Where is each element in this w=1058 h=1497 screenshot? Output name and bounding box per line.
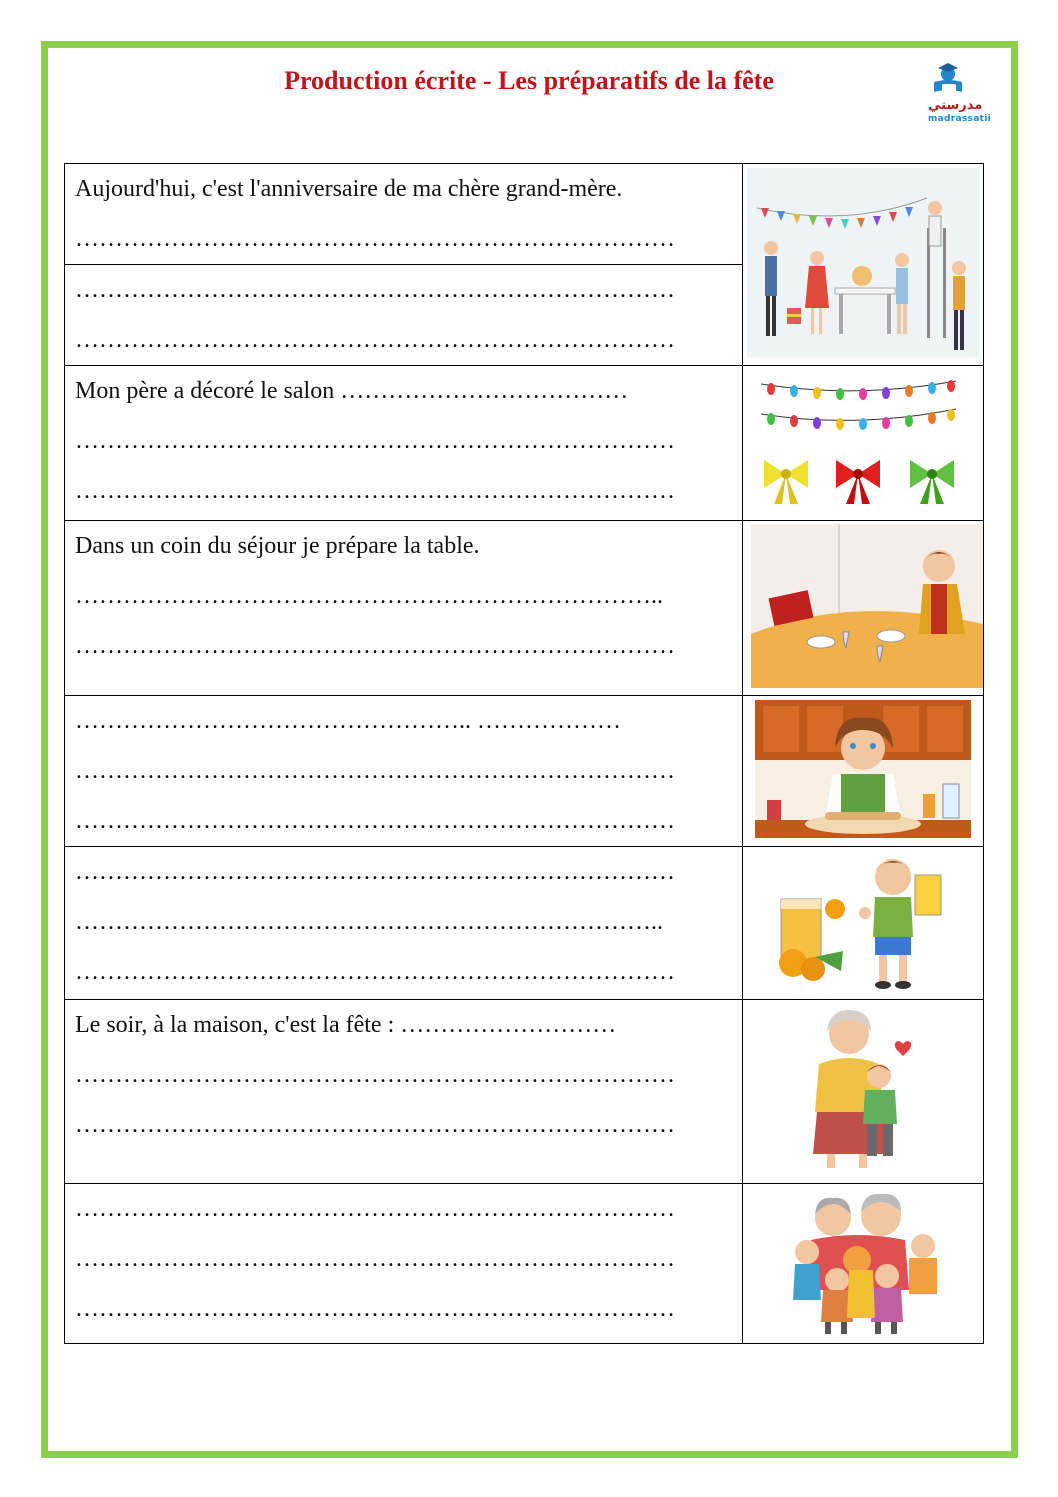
writing-line[interactable]: ………………………………………………………………… bbox=[75, 327, 675, 353]
picture-cell bbox=[743, 366, 984, 521]
picture-cell bbox=[743, 521, 984, 696]
writing-line[interactable]: ………………………………………………………………… bbox=[75, 1296, 675, 1322]
writing-line[interactable]: ………………………………………………………………… bbox=[75, 808, 675, 834]
writing-cell bbox=[65, 164, 743, 265]
writing-line[interactable]: ………………………………………………………………… bbox=[75, 859, 675, 885]
picture-cell bbox=[743, 696, 984, 847]
writing-table bbox=[64, 163, 984, 1344]
writing-line[interactable]: ………………………………………………………………… bbox=[75, 1196, 675, 1222]
writing-line[interactable]: ………………………………………………………………… bbox=[75, 959, 675, 985]
writing-line[interactable]: ………………………………………………………………… bbox=[75, 758, 675, 784]
grandma-hug-illustration bbox=[803, 1004, 923, 1174]
worksheet-title: Production écrite - Les préparatifs de la fête bbox=[284, 66, 774, 95]
family-group-hug-illustration bbox=[777, 1190, 953, 1338]
writing-line[interactable]: ……………………………………………………………….. bbox=[75, 909, 663, 935]
logo-arabic-text: مدرستي bbox=[928, 98, 983, 113]
writing-cell bbox=[65, 696, 743, 847]
party-preparation-illustration bbox=[747, 168, 979, 358]
picture-cell bbox=[743, 1184, 984, 1344]
writing-line[interactable]: ………………………………………….. ……………… bbox=[75, 708, 621, 734]
woman-baking-illustration bbox=[755, 700, 971, 838]
picture-cell bbox=[743, 847, 984, 1000]
writing-cell bbox=[65, 521, 743, 696]
boy-setting-table-illustration bbox=[751, 524, 983, 688]
table-row bbox=[65, 366, 984, 521]
table-row bbox=[65, 847, 984, 1000]
text-line: Aujourd'hui, c'est l'anniversaire de ma chère grand-mère. bbox=[75, 176, 623, 202]
writing-cell bbox=[65, 847, 743, 1000]
writing-cell bbox=[65, 265, 743, 366]
table-row bbox=[65, 1000, 984, 1184]
boy-with-juice-illustration bbox=[775, 851, 955, 991]
table-row bbox=[65, 696, 984, 847]
writing-line[interactable]: ……………………………………………………………….. bbox=[75, 583, 663, 609]
writing-line[interactable]: ………………………………………………………………… bbox=[75, 226, 675, 252]
writing-cell bbox=[65, 366, 743, 521]
writing-line[interactable]: ………………………………………………………………… bbox=[75, 633, 675, 659]
text-line: Dans un coin du séjour je prépare la table. bbox=[75, 533, 480, 559]
writing-cell bbox=[65, 1184, 743, 1344]
picture-cell bbox=[743, 1000, 984, 1184]
text-line[interactable]: Mon père a décoré le salon ……………………………… bbox=[75, 378, 629, 404]
logo-latin-text: madrassatii bbox=[928, 114, 991, 124]
table-row bbox=[65, 521, 984, 696]
writing-cell bbox=[65, 1000, 743, 1184]
text-line[interactable]: Le soir, à la maison, c'est la fête : ……………………… bbox=[75, 1012, 617, 1038]
writing-line[interactable]: ………………………………………………………………… bbox=[75, 428, 675, 454]
picture-cell bbox=[743, 164, 984, 366]
writing-line[interactable]: ………………………………………………………………… bbox=[75, 478, 675, 504]
writing-line[interactable]: ………………………………………………………………… bbox=[75, 1062, 675, 1088]
writing-line[interactable]: ………………………………………………………………… bbox=[75, 1246, 675, 1272]
table-row bbox=[65, 1184, 984, 1344]
writing-line[interactable]: ………………………………………………………………… bbox=[75, 277, 675, 303]
table-row bbox=[65, 164, 984, 265]
writing-line[interactable]: ………………………………………………………………… bbox=[75, 1112, 675, 1138]
garland-and-bows-illustration bbox=[746, 369, 978, 517]
